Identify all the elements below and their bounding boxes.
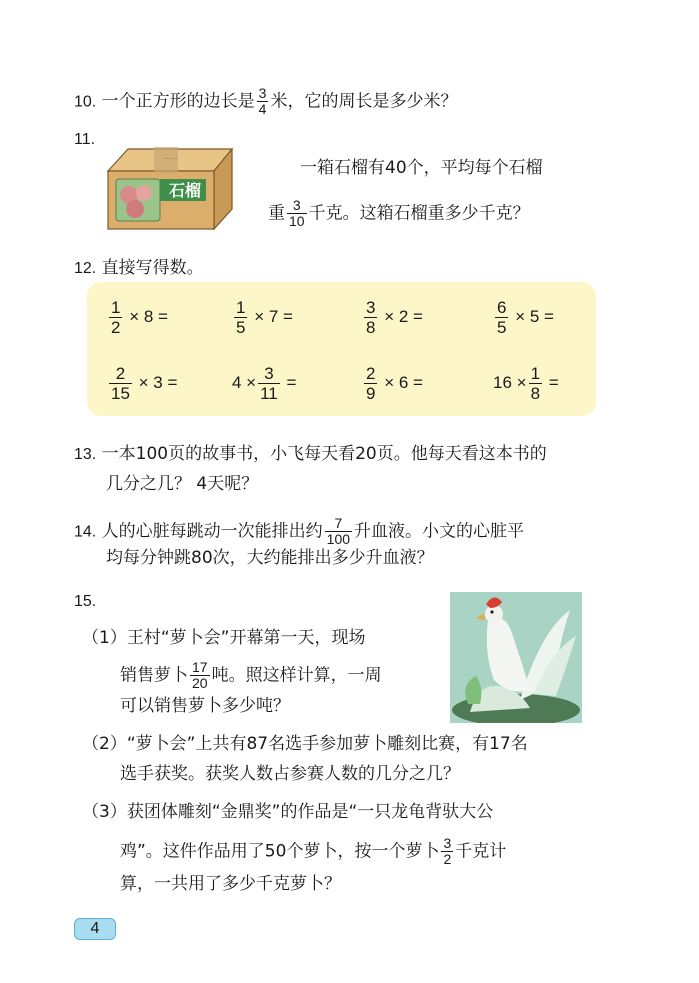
question-12-title: 12. 直接写得数。 — [74, 258, 204, 278]
fraction: $\frac{3}{4}$ — [258, 85, 267, 117]
question-text: 几分之几？ 4天呢？ — [106, 474, 259, 494]
question-text: 一个正方形的边长是 — [101, 91, 255, 112]
page-number: 4 — [74, 918, 116, 940]
question-13: 13. 一本100页的故事书，小飞每天看20页。他每天看这本书的 — [74, 444, 547, 464]
carved-rooster-photo — [450, 592, 582, 723]
question-text: 鸡”。这件作品用了50个萝卜，按一个萝卜 $\frac{3}{2}$ 千克计 — [120, 835, 507, 867]
question-number: 15. — [74, 593, 97, 610]
fraction: $\frac{3}{2}$ — [443, 835, 452, 867]
question-text: 算，一共用了多少千克萝卜？ — [120, 874, 341, 894]
fraction: $\frac{17}{20}$ — [192, 659, 208, 691]
box-label: 石榴 — [168, 181, 201, 200]
question-text: 米，它的周长是多少米？ — [270, 91, 458, 112]
question-text: 一箱石榴有40个，平均每个石榴 — [300, 158, 543, 178]
calc-item: $\frac{2}{15}$ × 3 = — [111, 364, 178, 403]
calc-item: $\frac{1}{2}$ × 8 = — [111, 298, 168, 337]
question-14: 14. 人的心脏每跳动一次能排出约 $\frac{7}{100}$ 升血液。小文的心脏平 — [74, 515, 525, 547]
question-15-part-1: （1）王村“萝卜会”开幕第一天，现场 — [82, 628, 366, 648]
fraction: $\frac{7}{100}$ — [326, 515, 351, 547]
calc-item: 16 × $\frac{1}{8}$ = — [493, 364, 559, 403]
question-text: 销售萝卜 $\frac{17}{20}$ 吨。照这样计算，一周 — [120, 659, 382, 691]
question-number: 10. — [74, 93, 97, 111]
calc-item: $\frac{2}{9}$ × 6 = — [366, 364, 423, 403]
calc-item: $\frac{6}{5}$ × 5 = — [497, 298, 554, 337]
calc-item: 4 × $\frac{3}{11}$ = — [232, 364, 297, 403]
fraction: $\frac{3}{10}$ — [289, 197, 305, 229]
question-text: 可以销售萝卜多少吨？ — [120, 696, 290, 716]
svg-text:······: ······ — [164, 155, 178, 163]
question-number: 11. — [74, 131, 96, 148]
calc-item: $\frac{1}{5}$ × 7 = — [236, 298, 293, 337]
question-text: 均每分钟跳80次，大约能排出多少升血液？ — [106, 548, 434, 568]
question-10 — [74, 86, 457, 117]
question-text: 选手获奖。获奖人数占参赛人数的几分之几？ — [120, 764, 460, 784]
question-15-part-3: （3）获团体雕刻“金鼎奖”的作品是“一只龙龟背驮大公 — [82, 802, 494, 822]
question-text: 重 $\frac{3}{10}$ 千克。这箱石榴重多少千克？ — [268, 197, 530, 229]
question-15-part-2: （2）“萝卜会”上共有87名选手参加萝卜雕刻比赛，有17名 — [82, 734, 528, 754]
calc-item: $\frac{3}{8}$ × 2 = — [366, 298, 423, 337]
